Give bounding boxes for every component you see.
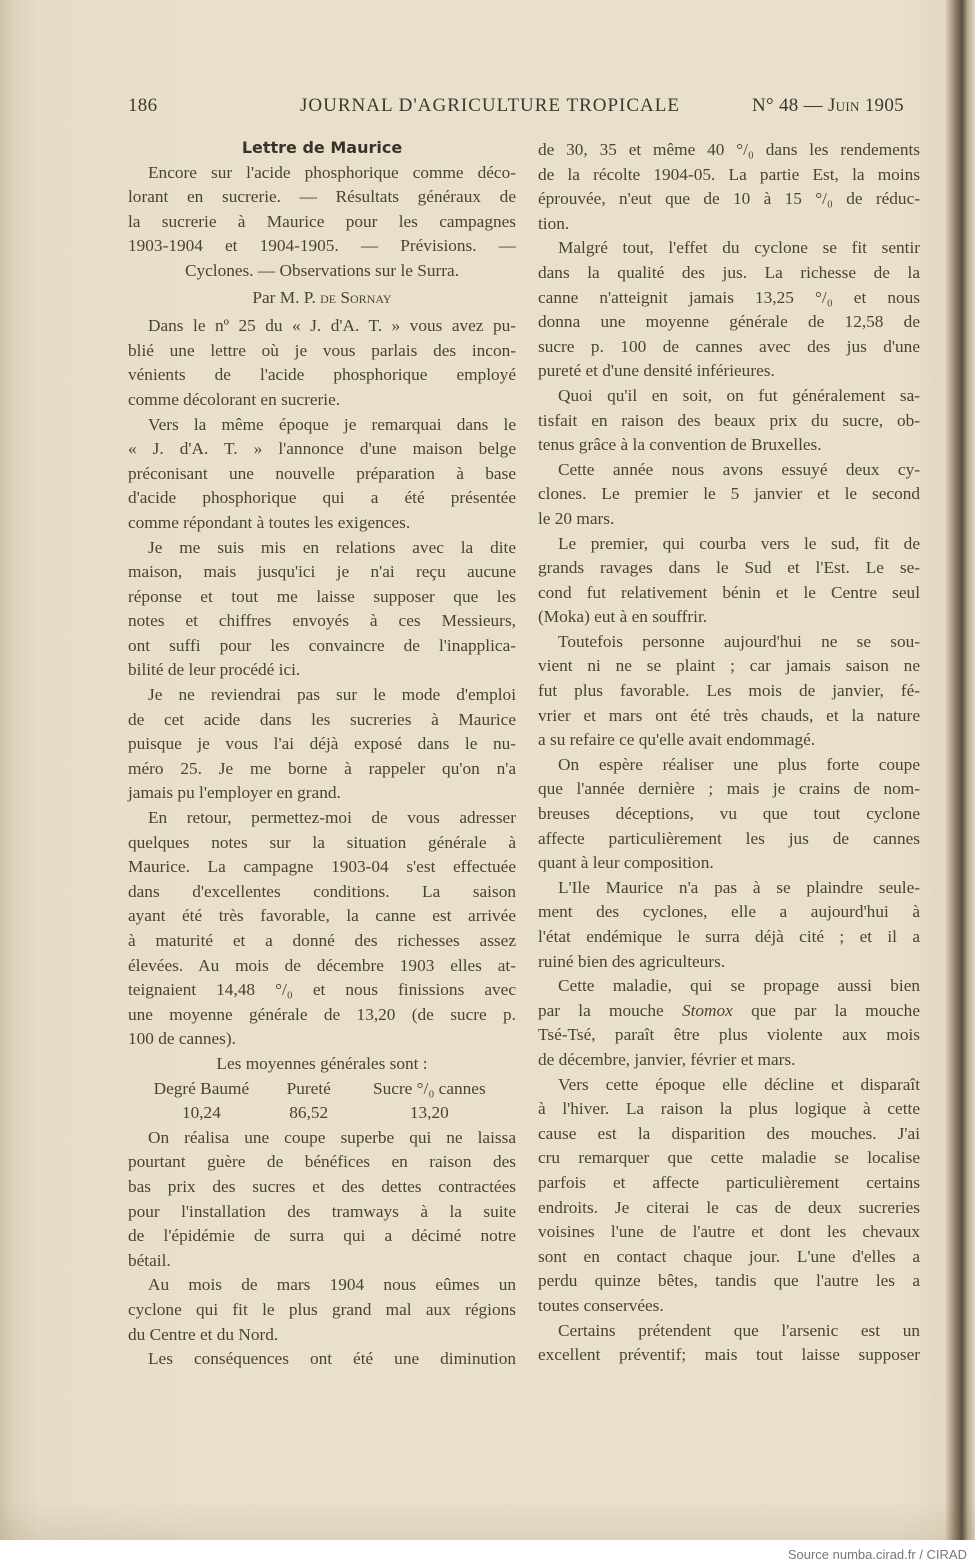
text-line: quant à leur composition. xyxy=(538,853,714,873)
text-line: toutes conservées. xyxy=(538,1295,664,1315)
text-line: Certains prétendent que l'arsenic est un xyxy=(558,1320,920,1340)
text-line: cond fut relativement bénin et le Centre seul xyxy=(538,582,920,602)
averages-header-row xyxy=(128,1077,516,1102)
paragraph xyxy=(538,876,920,974)
text-line: préconisant une nouvelle préparation à base xyxy=(128,463,516,483)
value-purete: 86,52 xyxy=(289,1103,329,1123)
text-line: a su refaire ce qu'elle avait endommagé. xyxy=(538,730,816,750)
text-line: de cet acide dans les sucreries à Maurice xyxy=(128,709,516,729)
text-line: Tsé-Tsé, paraît être plus violente aux mois xyxy=(538,1025,920,1045)
value-degre-baume: 10,24 xyxy=(181,1103,221,1123)
text-line: breuses déceptions, vu que tout cyclone xyxy=(538,804,920,824)
text-line: clones. Le premier le 5 janvier et le second xyxy=(538,484,920,504)
text-line: éprouvée, n'eut que de 10 à 15 °/₀ de réduc- xyxy=(538,189,920,209)
paragraph xyxy=(538,974,920,1072)
left-column xyxy=(128,136,516,1372)
paragraph xyxy=(538,532,920,630)
byline xyxy=(128,286,516,311)
text-line: le 20 mars. xyxy=(538,508,615,528)
page-number: 186 xyxy=(128,95,158,116)
text-line: cru remarquer que cette maladie se localise xyxy=(538,1148,920,1168)
text-line: Maurice. La campagne 1903-04 s'est effectuée xyxy=(128,857,516,877)
subtitle-line: la sucrerie à Maurice pour les campagnes xyxy=(128,211,516,231)
text-line: cause est la disparition des mouches. J'ai xyxy=(538,1123,920,1143)
text-line: tenus grâce à la convention de Bruxelles. xyxy=(538,435,822,455)
text-line: Je ne reviendrai pas sur le mode d'emploi xyxy=(148,685,516,705)
article-title: Lettre de Maurice xyxy=(241,138,403,157)
text-line: puisque je vous l'ai déjà exposé dans le nu- xyxy=(128,734,516,754)
text-fragment: que par la mouche xyxy=(732,1000,920,1020)
text-line: « J. d'A. T. » l'annonce d'une maison belge xyxy=(128,439,516,459)
text-line: cyclone qui fit le plus grand mal aux régions xyxy=(128,1299,516,1319)
subtitle-line: lorant en sucrerie. — Résultats généraux de xyxy=(128,187,516,207)
text-line: grands ravages dans le Sud et l'Est. Le se- xyxy=(538,558,920,578)
text-line: l'état endémique le surra déjà cité ; et il a xyxy=(538,927,920,946)
paragraph xyxy=(538,458,920,532)
text-line: dans d'excellentes conditions. La saison xyxy=(128,881,516,901)
text-line: Le premier, qui courba vers le sud, fit de xyxy=(558,533,920,553)
text-line: méro 25. Je me borne à rappeler qu'on n'a xyxy=(128,758,516,778)
text-line: Cette maladie, qui se propage aussi bien xyxy=(558,976,920,996)
text-fragment: par la mouche xyxy=(538,1000,682,1020)
text-line: pureté et d'une densité inférieures. xyxy=(538,361,775,381)
text-line: (Moka) eut à en souffrir. xyxy=(538,607,708,627)
paragraph xyxy=(538,753,920,876)
paragraph xyxy=(128,1126,516,1274)
text-line: de 30, 35 et même 40 °/₀ dans les rendements xyxy=(538,140,920,159)
text-line: tisfait en raison des beaux prix du sucre, ob- xyxy=(538,410,920,430)
text-line: du Centre et du Nord. xyxy=(128,1324,279,1344)
averages-value-row xyxy=(128,1101,516,1126)
text-line: Au mois de mars 1904 nous eûmes un xyxy=(148,1275,516,1295)
header-purete: Pureté xyxy=(286,1078,331,1098)
text-line: maison, mais jusqu'ici je n'ai reçu aucune xyxy=(128,562,516,582)
text-line: Cette année nous avons essuyé deux cy- xyxy=(558,459,920,479)
paragraph xyxy=(538,236,920,384)
text-line: endroits. Je citerai le cas de deux sucreries xyxy=(538,1197,920,1217)
text-line: comme répondant à toutes les exigences. xyxy=(128,512,411,532)
text-line: sont en contact chaque jour. L'une d'elles a xyxy=(538,1246,920,1266)
text-line: vrier et mars ont été très chauds, et la nature xyxy=(538,705,920,725)
paragraph xyxy=(128,536,516,684)
text-line: une moyenne générale de 13,20 (de sucre p. xyxy=(128,1004,516,1024)
subtitle-line: Encore sur l'acide phosphorique comme déco- xyxy=(148,162,516,182)
text-line: excellent préventif; mais tout laisse supposer xyxy=(538,1345,920,1365)
paragraph xyxy=(128,314,516,412)
text-line: pourtant guère de bénéfices en raison des xyxy=(128,1152,516,1172)
text-line: comme décolorant en sucrerie. xyxy=(128,389,341,409)
subtitle-line: 1903-1904 et 1904-1905. — Prévisions. — xyxy=(128,236,516,256)
source-credit: Source numba.cirad.fr / CIRAD xyxy=(787,1547,967,1562)
text-line: parfois et affecte particulièrement certains xyxy=(538,1172,920,1192)
issue-number: N° 48 — xyxy=(752,95,828,116)
text-line: bétail. xyxy=(128,1250,171,1270)
text-line: Vers cette époque elle décline et disparaît xyxy=(558,1074,920,1094)
text-line: notes et chiffres envoyés à ces Messieurs, xyxy=(128,611,516,631)
text-line: Les conséquences ont été une diminution xyxy=(148,1349,516,1369)
italic-term: Stomox xyxy=(681,1000,733,1020)
paragraph xyxy=(128,806,516,1052)
text-line: dans la qualité des jus. La richesse de la xyxy=(538,262,920,282)
paragraph xyxy=(538,630,920,753)
value-sucre: 13,20 xyxy=(409,1103,449,1123)
header-degre-baume: Degré Baumé xyxy=(153,1078,250,1098)
running-head-title: JOURNAL D'AGRICULTURE TROPICALE xyxy=(300,95,680,116)
text-line: réponse et tout me laisse supposer que les xyxy=(128,586,516,606)
text-line: pour l'installation des tramways à la suite xyxy=(128,1201,516,1221)
averages-intro: Les moyennes générales sont : xyxy=(216,1053,428,1073)
text-line: Vers la même époque je remarquai dans le xyxy=(148,414,516,434)
paragraph xyxy=(538,384,920,458)
text-line: élevées. Au mois de décembre 1903 elles at- xyxy=(128,955,516,975)
body-text-after-table xyxy=(128,1126,516,1372)
text-line: de l'épidémie de surra qui a décimé notre xyxy=(128,1226,516,1246)
text-line: En retour, permettez-moi de vous adresser xyxy=(148,808,516,828)
text-line: On réalisa une coupe superbe qui ne laissa xyxy=(148,1127,516,1147)
text-line: Toutefois personne aujourd'hui ne se sou- xyxy=(558,631,920,651)
paragraph xyxy=(128,1347,516,1372)
body-text-right xyxy=(538,138,920,1368)
byline-prefix: Par M. P. xyxy=(252,287,321,307)
text-line: d'acide phosphorique qui a été présentée xyxy=(128,488,516,508)
text-line xyxy=(538,999,920,1024)
text-line: quelques notes sur la situation générale à xyxy=(128,832,516,852)
text-line: ment des cyclones, elle a aujourd'hui à xyxy=(538,902,920,922)
issue-month: Juin xyxy=(827,95,860,116)
text-line: affecte particulièrement les jus de cannes xyxy=(538,828,920,848)
header-sucre: Sucre °/₀ cannes xyxy=(372,1078,486,1098)
paragraph xyxy=(538,138,920,236)
paragraph xyxy=(128,413,516,536)
right-column xyxy=(538,138,920,1368)
body-text-before-table xyxy=(128,314,516,1052)
text-line: ont suffi pour les convaincre de l'inapplica- xyxy=(128,635,516,655)
text-line: tion. xyxy=(538,213,570,233)
paragraph xyxy=(538,1319,920,1368)
text-line: vénients de l'acide phosphorique employé xyxy=(128,365,516,385)
text-line: Dans le nº 25 du « J. d'A. T. » vous avez pu- xyxy=(148,316,516,336)
text-line: Malgré tout, l'effet du cyclone se fit sentir xyxy=(558,238,920,258)
text-line: blié une lettre où je vous parlais des incon- xyxy=(128,340,516,360)
text-line: à maturité et a donné des richesses assez xyxy=(128,931,516,950)
text-line: perdu quinze bêtes, tandis que l'autre les a xyxy=(538,1271,920,1291)
text-line: sucre p. 100 de cannes avec des jus d'une xyxy=(538,336,920,356)
text-line: donna une moyenne générale de 12,58 de xyxy=(538,312,920,332)
text-line: 100 de cannes). xyxy=(128,1029,236,1049)
text-line: teignaient 14,48 °/₀ et nous finissions avec xyxy=(128,980,516,1000)
text-line: de décembre, janvier, février et mars. xyxy=(538,1049,796,1069)
text-line: à l'hiver. La raison la plus logique à cette xyxy=(538,1099,920,1119)
text-line: L'Ile Maurice n'a pas à se plaindre seule- xyxy=(558,877,920,897)
text-line: bas prix des sucres et des dettes contractées xyxy=(128,1176,516,1196)
text-line: ayant été très favorable, la canne est arrivée xyxy=(128,906,516,926)
text-line: jamais pu l'employer en grand. xyxy=(128,783,341,803)
paragraph xyxy=(128,1273,516,1347)
issue-year: 1905 xyxy=(859,95,904,116)
text-line: canne n'atteignit jamais 13,25 °/₀ et nous xyxy=(538,287,920,307)
averages-table xyxy=(128,1077,516,1126)
text-line: Je me suis mis en relations avec la dite xyxy=(148,537,516,557)
issue-info xyxy=(752,95,904,117)
text-line: fut plus favorable. Les mois de janvier, fé- xyxy=(538,681,920,701)
text-line: On espère réaliser une plus forte coupe xyxy=(558,754,920,774)
text-line: voisines l'une de l'autre et dont les chevaux xyxy=(538,1222,920,1242)
text-line: vient ni ne se plaint ; car jamais saison ne xyxy=(538,656,920,676)
text-line: de la récolte 1904-05. La partie Est, la moins xyxy=(538,164,920,184)
paragraph xyxy=(538,1073,920,1319)
text-line: Quoi qu'il en soit, on fut généralement sa- xyxy=(558,385,920,405)
author-name: de Sornay xyxy=(320,287,392,307)
page-shadow xyxy=(0,1500,975,1540)
text-line: ruiné bien des agriculteurs. xyxy=(538,951,726,971)
text-line: que l'année dernière ; mais je crains de nom- xyxy=(538,779,920,799)
paragraph xyxy=(128,683,516,806)
subtitle-line: Cyclones. — Observations sur le Surra. xyxy=(184,260,460,280)
text-line: bilité de leur procédé ici. xyxy=(128,660,301,680)
